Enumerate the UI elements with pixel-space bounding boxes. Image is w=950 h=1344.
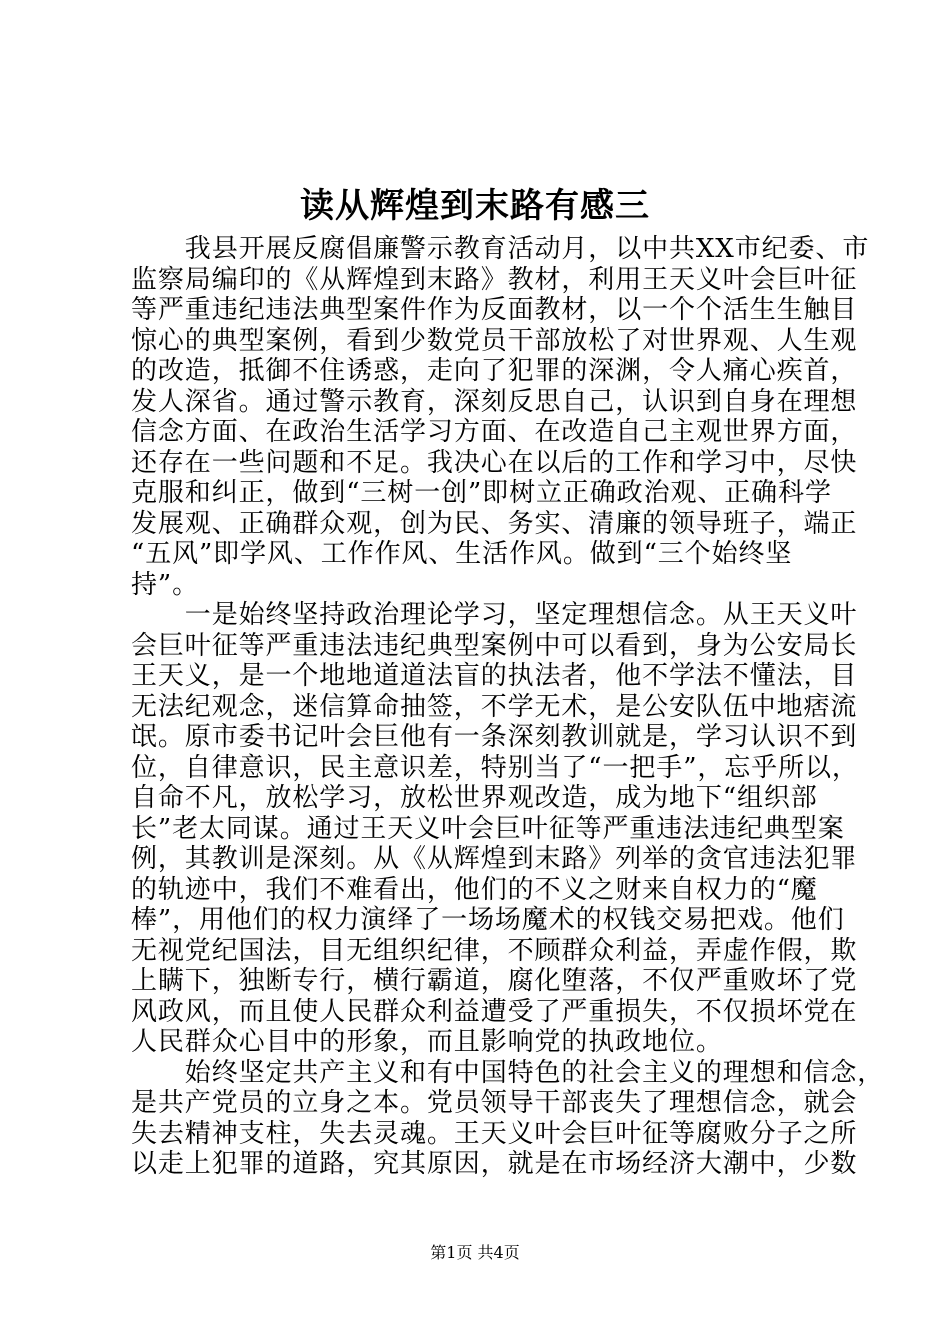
- text-line: 人民群众心目中的形象，而且影响党的执政地位。: [131, 1027, 723, 1058]
- text-line: 始终坚定共产主义和有中国特色的社会主义的理想和信念，: [131, 1057, 885, 1088]
- text-line: 克服和纠正，做到“三树一创”即树立正确政治观、正确科学: [131, 478, 832, 509]
- text-line: 是共产党员的立身之本。党员领导干部丧失了理想信念，就会: [131, 1088, 858, 1119]
- text-line: 风政风，而且使人民群众利益遭受了严重损失，不仅损坏党在: [131, 996, 858, 1027]
- text-line: 惊心的典型案例，看到少数党员干部放松了对世界观、人生观: [131, 325, 858, 356]
- text-line: 还存在一些问题和不足。我决心在以后的工作和学习中，尽快: [131, 447, 858, 478]
- text-line: 以走上犯罪的道路，究其原因，就是在市场经济大潮中，少数: [131, 1149, 858, 1180]
- text-line: 等严重违纪违法典型案件作为反面教材，以一个个活生生触目: [131, 295, 858, 326]
- text-line: 的改造，抵御不住诱惑，走向了犯罪的深渊，令人痛心疾首，: [131, 356, 858, 387]
- text-line: 发人深省。通过警示教育，深刻反思自己，认识到自身在理想: [131, 386, 858, 417]
- document-body: [131, 234, 885, 1180]
- document-title: 读从辉煌到末路有感三: [300, 186, 650, 226]
- text-line: “五风”即学风、工作作风、生活作风。做到“三个始终坚: [131, 539, 793, 570]
- text-line: 氓。原市委书记叶会巨他有一条深刻教训就是，学习认识不到: [131, 722, 858, 753]
- text-line: 会巨叶征等严重违法违纪典型案例中可以看到，身为公安局长: [131, 630, 858, 661]
- text-line: 我县开展反腐倡廉警示教育活动月，以中共XX市纪委、市: [131, 234, 870, 264]
- text-line: 长”老太同谋。通过王天义叶会巨叶征等严重违法违纪典型案: [131, 813, 845, 844]
- text-line: 的轨迹中，我们不难看出，他们的不义之财来自权力的“魔: [131, 874, 818, 905]
- text-line: 上瞒下，独断专行，横行霸道，腐化堕落，不仅严重败坏了党: [131, 966, 858, 997]
- text-line: 无视党纪国法，目无组织纪律，不顾群众利益，弄虚作假，欺: [131, 935, 858, 966]
- text-line: 自命不凡，放松学习，放松世界观改造，成为地下“组织部: [131, 783, 818, 814]
- text-line: 发展观、正确群众观，创为民、务实、清廉的领导班子，端正: [131, 508, 858, 539]
- page-footer: 第1页 共4页: [430, 1243, 520, 1262]
- text-line: 位，自律意识，民主意识差，特别当了“一把手”，忘乎所以，: [131, 752, 859, 783]
- text-line: 棒”，用他们的权力演绎了一场场魔术的权钱交易把戏。他们: [131, 905, 845, 936]
- text-line: 持”。: [131, 569, 199, 600]
- text-line: 信念方面、在政治生活学习方面、在改造自己主观世界方面，: [131, 417, 858, 448]
- text-line: 例，其教训是深刻。从《从辉煌到末路》列举的贪官违法犯罪: [131, 844, 858, 875]
- text-line: 无法纪观念，迷信算命抽签，不学无术，是公安队伍中地痞流: [131, 691, 858, 722]
- text-line: 一是始终坚持政治理论学习，坚定理想信念。从王天义叶: [131, 600, 858, 631]
- text-line: 监察局编印的《从辉煌到末路》教材，利用王天义叶会巨叶征: [131, 264, 858, 295]
- text-line: 失去精神支柱，失去灵魂。王天义叶会巨叶征等腐败分子之所: [131, 1118, 858, 1149]
- text-line: 王天义，是一个地地道道法盲的执法者，他不学法不懂法，目: [131, 661, 858, 692]
